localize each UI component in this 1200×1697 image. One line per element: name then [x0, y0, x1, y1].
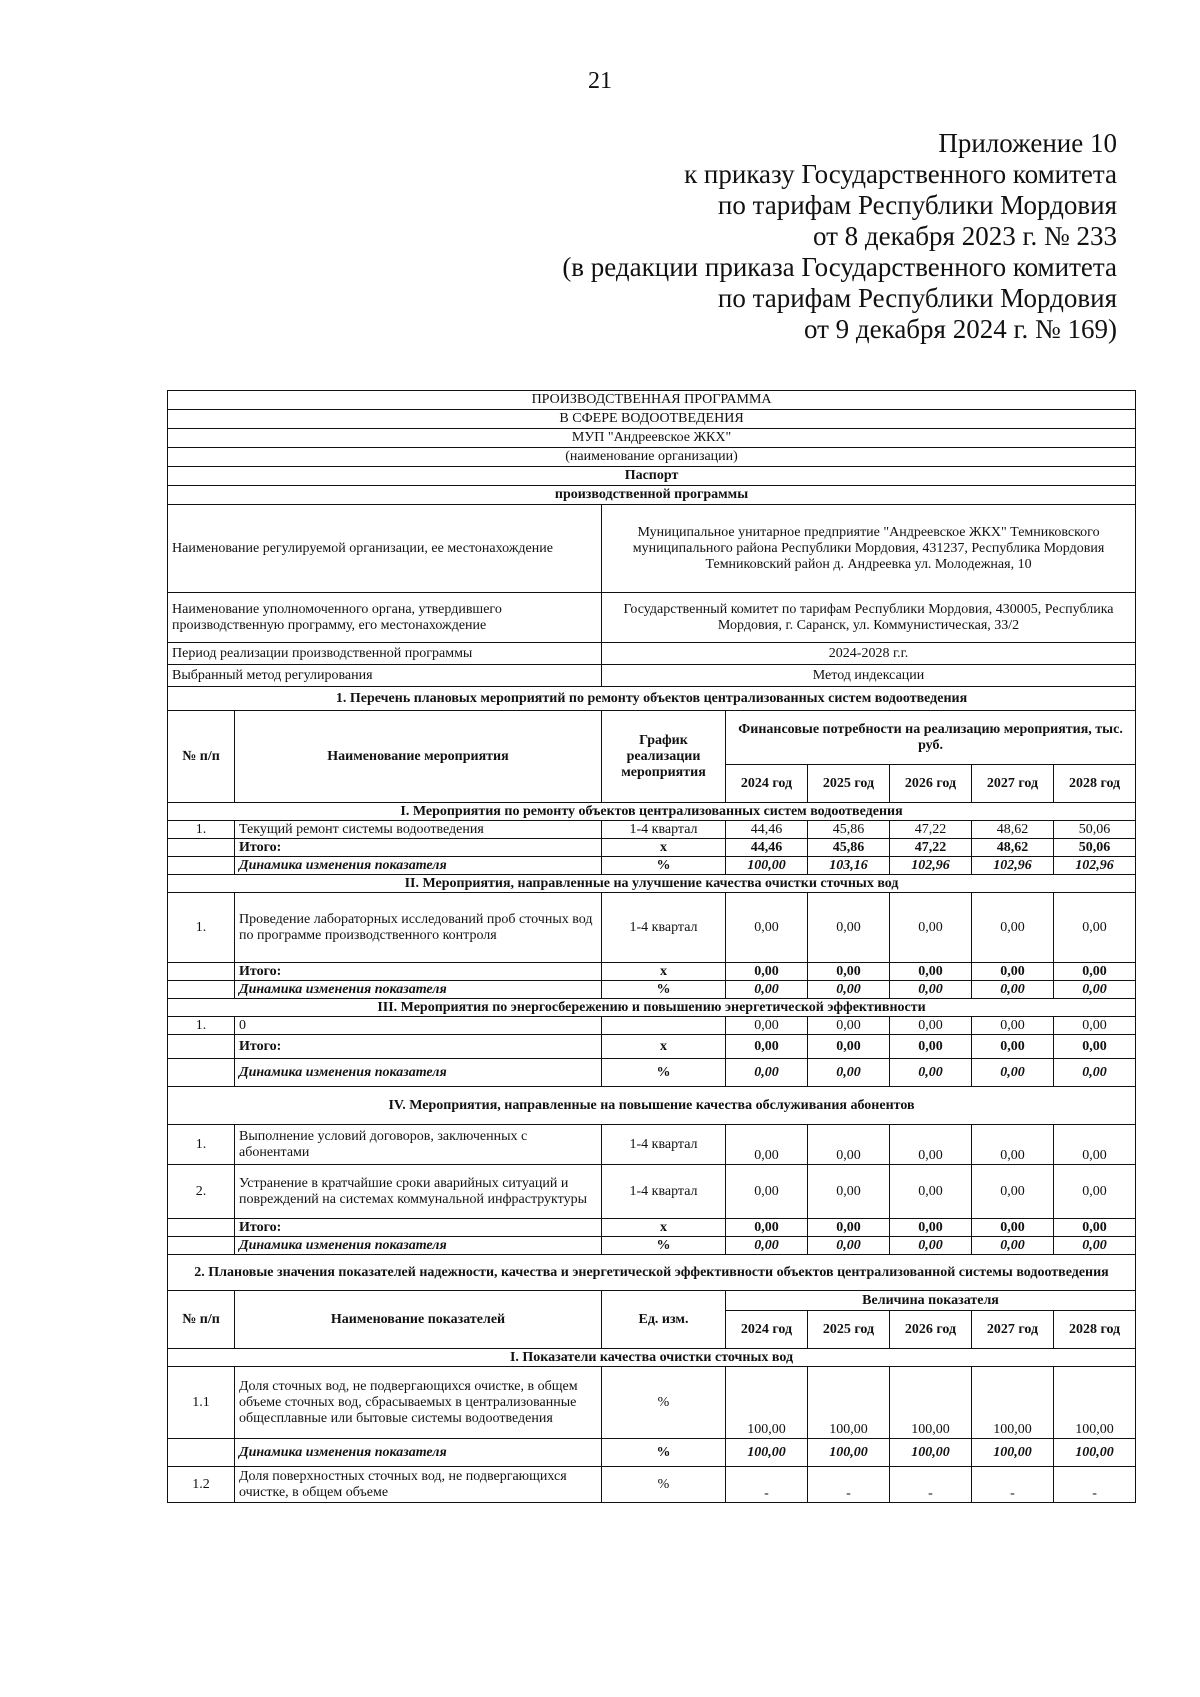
dynamic-unit: % — [602, 1237, 726, 1255]
total-value: 50,06 — [1054, 839, 1136, 857]
appendix-line: по тарифам Республики Мордовия — [717, 283, 1117, 313]
dynamic-label: Динамика изменения показателя — [235, 1439, 602, 1467]
row-value: 0,00 — [1054, 1125, 1136, 1165]
program-title: ПРОИЗВОДСТВЕННАЯ ПРОГРАММА — [168, 391, 1136, 410]
year-header: 2024 год — [726, 765, 808, 803]
total-value: 0,00 — [890, 1219, 972, 1237]
dynamic-value: 103,16 — [808, 857, 890, 875]
col-num-header: № п/п — [168, 1291, 235, 1349]
dynamic-value: 0,00 — [972, 981, 1054, 999]
dynamic-value: 102,96 — [890, 857, 972, 875]
year-header: 2027 год — [972, 1311, 1054, 1349]
total-unit: х — [602, 1219, 726, 1237]
row-value: 0,00 — [972, 1125, 1054, 1165]
dynamic-value: 102,96 — [972, 857, 1054, 875]
total-label: Итого: — [235, 1219, 602, 1237]
col-name-header: Наименование показателей — [235, 1291, 602, 1349]
total-value: 48,62 — [972, 839, 1054, 857]
row-value: 0,00 — [808, 1017, 890, 1035]
total-unit: х — [602, 1035, 726, 1059]
organization-caption: (наименование организации) — [168, 448, 1136, 467]
dynamic-value: 0,00 — [808, 1237, 890, 1255]
dynamic-value: 0,00 — [1054, 1059, 1136, 1087]
row-name: Доля сточных вод, не подвергающихся очистке, в общем объеме сточных вод, сбрасываемых в централизованные общесплавные или бытовые системы водоотведения — [235, 1367, 602, 1439]
program-subtitle: В СФЕРЕ ВОДООТВЕДЕНИЯ — [168, 410, 1136, 429]
total-value: 0,00 — [972, 1035, 1054, 1059]
dynamic-label: Динамика изменения показателя — [235, 1237, 602, 1255]
appendix-line: (в редакции приказа Государственного комитета — [562, 252, 1117, 282]
row-num: 1. — [168, 893, 235, 963]
empty-cell — [168, 981, 235, 999]
dynamic-unit: % — [602, 981, 726, 999]
empty-cell — [168, 839, 235, 857]
dynamic-value: 0,00 — [1054, 981, 1136, 999]
empty-cell — [168, 963, 235, 981]
row-value: 0,00 — [808, 893, 890, 963]
row-value: 0,00 — [726, 1017, 808, 1035]
total-value: 0,00 — [808, 1035, 890, 1059]
row-schedule — [602, 1017, 726, 1035]
organization-name: МУП "Андреевское ЖКХ" — [168, 429, 1136, 448]
row-num: 1.1 — [168, 1367, 235, 1439]
total-unit: х — [602, 963, 726, 981]
group-title: III. Мероприятия по энергосбережению и повышению энергетической эффективности — [168, 999, 1136, 1017]
empty-cell — [168, 1059, 235, 1087]
dynamic-value: 100,00 — [726, 1439, 808, 1467]
year-header: 2025 год — [808, 1311, 890, 1349]
row-value: 100,00 — [1054, 1367, 1136, 1439]
group-title: I. Показатели качества очистки сточных вод — [168, 1349, 1136, 1367]
dynamic-value: 0,00 — [726, 1059, 808, 1087]
empty-cell — [168, 1219, 235, 1237]
row-value: 0,00 — [890, 1125, 972, 1165]
row-value: 0,00 — [972, 893, 1054, 963]
year-header: 2028 год — [1054, 765, 1136, 803]
production-program-table — [167, 390, 1136, 1503]
passport-period-value: 2024-2028 г.г. — [602, 643, 1136, 665]
row-value: 0,00 — [1054, 893, 1136, 963]
row-value: 48,62 — [972, 821, 1054, 839]
passport-authority-label: Наименование уполномоченного органа, утвердившего производственную программу, его местонахождение — [168, 593, 602, 643]
appendix-header — [562, 128, 1117, 345]
row-value: 100,00 — [972, 1367, 1054, 1439]
row-schedule: 1-4 квартал — [602, 821, 726, 839]
row-value: 0,00 — [890, 893, 972, 963]
dynamic-value: 0,00 — [808, 981, 890, 999]
dynamic-value: 0,00 — [726, 981, 808, 999]
row-value: 0,00 — [726, 1125, 808, 1165]
row-name: Текущий ремонт системы водоотведения — [235, 821, 602, 839]
col-finance-header: Финансовые потребности на реализацию мероприятия, тыс. руб. — [726, 711, 1136, 765]
total-value: 44,46 — [726, 839, 808, 857]
row-schedule: 1-4 квартал — [602, 1125, 726, 1165]
row-value: 0,00 — [726, 1165, 808, 1219]
col-name-header: Наименование мероприятия — [235, 711, 602, 803]
total-value: 0,00 — [890, 1035, 972, 1059]
group-title: I. Мероприятия по ремонту объектов централизованных систем водоотведения — [168, 803, 1136, 821]
row-value: - — [890, 1467, 972, 1503]
dynamic-value: 0,00 — [972, 1059, 1054, 1087]
dynamic-unit: % — [602, 1439, 726, 1467]
empty-cell — [168, 1237, 235, 1255]
page-number: 21 — [588, 68, 612, 94]
row-value: 44,46 — [726, 821, 808, 839]
dynamic-label: Динамика изменения показателя — [235, 857, 602, 875]
row-name: Устранение в кратчайшие сроки аварийных ситуаций и повреждений на системах коммунальной инфраструктуры — [235, 1165, 602, 1219]
row-num: 2. — [168, 1165, 235, 1219]
row-name: Выполнение условий договоров, заключенных с абонентами — [235, 1125, 602, 1165]
row-value: 0,00 — [972, 1165, 1054, 1219]
appendix-line: к приказу Государственного комитета — [684, 159, 1117, 189]
total-value: 45,86 — [808, 839, 890, 857]
passport-subtitle: производственной программы — [168, 486, 1136, 505]
total-label: Итого: — [235, 839, 602, 857]
row-num: 1.2 — [168, 1467, 235, 1503]
total-value: 0,00 — [972, 1219, 1054, 1237]
total-value: 0,00 — [726, 1219, 808, 1237]
total-label: Итого: — [235, 963, 602, 981]
passport-method-label: Выбранный метод регулирования — [168, 665, 602, 687]
dynamic-value: 100,00 — [890, 1439, 972, 1467]
row-value: 0,00 — [1054, 1165, 1136, 1219]
row-unit: % — [602, 1467, 726, 1503]
year-header: 2026 год — [890, 765, 972, 803]
year-header: 2028 год — [1054, 1311, 1136, 1349]
dynamic-value: 0,00 — [890, 1237, 972, 1255]
row-value: 0,00 — [890, 1017, 972, 1035]
section1-title: 1. Перечень плановых мероприятий по ремонту объектов централизованных систем водоотведения — [168, 687, 1136, 711]
row-value: - — [808, 1467, 890, 1503]
total-value: 0,00 — [808, 963, 890, 981]
dynamic-value: 100,00 — [1054, 1439, 1136, 1467]
row-value: 45,86 — [808, 821, 890, 839]
col-unit-header: Ед. изм. — [602, 1291, 726, 1349]
passport-org-value: Муниципальное унитарное предприятие "Андреевское ЖКХ" Темниковского муниципального района Республики Мордовия, 431237, Республика Мордовия Темниковский район д. Андреевка ул. Молодежная, 10 — [602, 505, 1136, 593]
dynamic-value: 0,00 — [1054, 1237, 1136, 1255]
dynamic-value: 0,00 — [808, 1059, 890, 1087]
row-value: - — [972, 1467, 1054, 1503]
passport-authority-value: Государственный комитет по тарифам Республики Мордовия, 430005, Республика Мордовия, г. Саранск, ул. Коммунистическая, 33/2 — [602, 593, 1136, 643]
total-value: 0,00 — [726, 1035, 808, 1059]
empty-cell — [168, 1035, 235, 1059]
year-header: 2027 год — [972, 765, 1054, 803]
row-schedule: 1-4 квартал — [602, 1165, 726, 1219]
total-value: 0,00 — [972, 963, 1054, 981]
passport-title: Паспорт — [168, 467, 1136, 486]
total-value: 0,00 — [1054, 963, 1136, 981]
row-num: 1. — [168, 821, 235, 839]
row-num: 1. — [168, 1125, 235, 1165]
row-value: 47,22 — [890, 821, 972, 839]
dynamic-value: 0,00 — [726, 1237, 808, 1255]
row-num: 1. — [168, 1017, 235, 1035]
appendix-line: от 9 декабря 2024 г. № 169) — [803, 314, 1117, 344]
group-title: IV. Мероприятия, направленные на повышение качества обслуживания абонентов — [168, 1087, 1136, 1125]
row-value: 100,00 — [808, 1367, 890, 1439]
row-value: 0,00 — [808, 1165, 890, 1219]
row-value: 100,00 — [890, 1367, 972, 1439]
dynamic-value: 100,00 — [808, 1439, 890, 1467]
dynamic-unit: % — [602, 1059, 726, 1087]
section2-title: 2. Плановые значения показателей надежности, качества и энергетической эффективности объектов централизованной системы водоотведения — [168, 1255, 1136, 1291]
col-schedule-header: График реализации мероприятия — [602, 711, 726, 803]
dynamic-value: 100,00 — [972, 1439, 1054, 1467]
dynamic-unit: % — [602, 857, 726, 875]
row-schedule: 1-4 квартал — [602, 893, 726, 963]
dynamic-value: 0,00 — [890, 981, 972, 999]
total-value: 0,00 — [1054, 1219, 1136, 1237]
row-value: 50,06 — [1054, 821, 1136, 839]
row-value: 0,00 — [1054, 1017, 1136, 1035]
total-value: 0,00 — [890, 963, 972, 981]
dynamic-value: 0,00 — [972, 1237, 1054, 1255]
col-num-header: № п/п — [168, 711, 235, 803]
row-value: 0,00 — [972, 1017, 1054, 1035]
total-label: Итого: — [235, 1035, 602, 1059]
year-header: 2024 год — [726, 1311, 808, 1349]
appendix-line: Приложение 10 — [938, 128, 1117, 158]
dynamic-label: Динамика изменения показателя — [235, 981, 602, 999]
dynamic-label: Динамика изменения показателя — [235, 1059, 602, 1087]
empty-cell — [168, 857, 235, 875]
total-unit: х — [602, 839, 726, 857]
row-name: 0 — [235, 1017, 602, 1035]
col-value-header: Величина показателя — [726, 1291, 1136, 1311]
year-header: 2025 год — [808, 765, 890, 803]
group-title: II. Мероприятия, направленные на улучшение качества очистки сточных вод — [168, 875, 1136, 893]
row-value: - — [1054, 1467, 1136, 1503]
dynamic-value: 102,96 — [1054, 857, 1136, 875]
dynamic-value: 0,00 — [890, 1059, 972, 1087]
total-value: 47,22 — [890, 839, 972, 857]
row-value: 0,00 — [890, 1165, 972, 1219]
dynamic-value: 100,00 — [726, 857, 808, 875]
total-value: 0,00 — [1054, 1035, 1136, 1059]
year-header: 2026 год — [890, 1311, 972, 1349]
passport-method-value: Метод индексации — [602, 665, 1136, 687]
appendix-line: от 8 декабря 2023 г. № 233 — [812, 221, 1117, 251]
row-value: 0,00 — [726, 893, 808, 963]
row-value: 0,00 — [808, 1125, 890, 1165]
row-value: - — [726, 1467, 808, 1503]
passport-org-label: Наименование регулируемой организации, ее местонахождение — [168, 505, 602, 593]
total-value: 0,00 — [808, 1219, 890, 1237]
total-value: 0,00 — [726, 963, 808, 981]
empty-cell — [168, 1439, 235, 1467]
appendix-line: по тарифам Республики Мордовия — [717, 190, 1117, 220]
row-unit: % — [602, 1367, 726, 1439]
row-value: 100,00 — [726, 1367, 808, 1439]
row-name: Проведение лабораторных исследований проб сточных вод по программе производственного контроля — [235, 893, 602, 963]
row-name: Доля поверхностных сточных вод, не подвергающихся очистке, в общем объеме — [235, 1467, 602, 1503]
passport-period-label: Период реализации производственной программы — [168, 643, 602, 665]
